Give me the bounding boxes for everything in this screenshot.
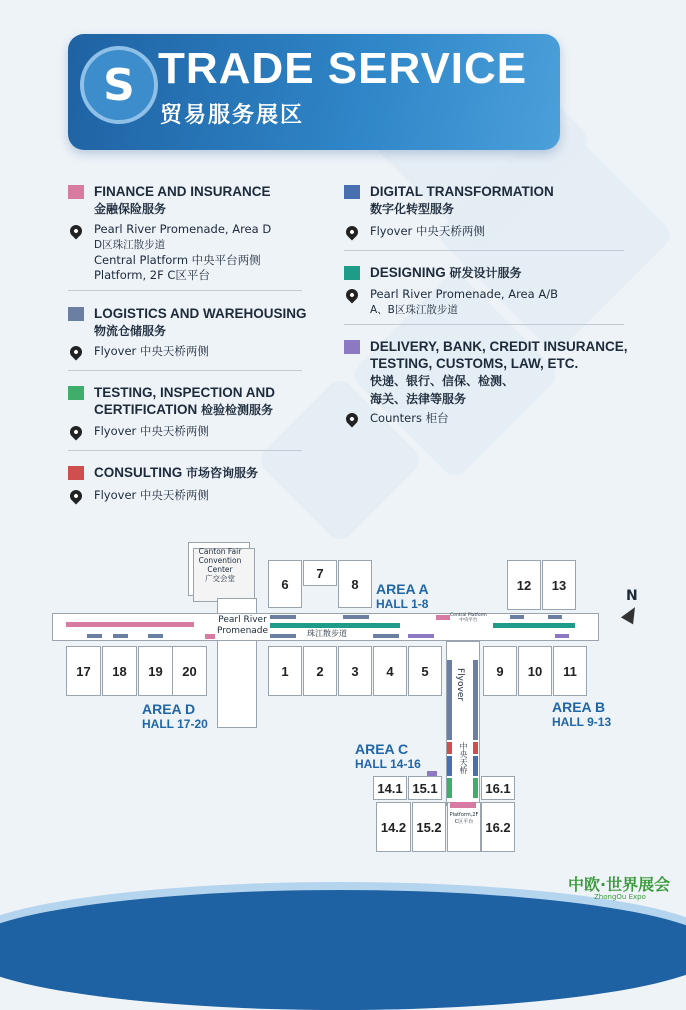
category-cn: 数字化转型服务 <box>370 202 455 216</box>
logistics-bar <box>548 615 562 619</box>
brand-logo-sub: ZhongOu Expo <box>594 893 646 901</box>
logistics-swatch <box>68 307 84 321</box>
logistics-bar-flyover <box>447 660 452 740</box>
area-c-label: AREA C HALL 14-16 <box>355 741 421 771</box>
consulting-bar-flyover <box>473 742 478 754</box>
hall-3[interactable]: 3 <box>338 646 372 696</box>
category-title: CONSULTING <box>94 465 183 480</box>
category-cn: 检验检测服务 <box>201 403 274 417</box>
north-arrow-icon <box>621 604 641 625</box>
flyover-label: Flyover <box>455 668 465 702</box>
delivery-bar <box>408 634 434 638</box>
location-text: Central Platform 中央平台两侧 <box>94 253 261 267</box>
area-d-label: AREA D HALL 17-20 <box>142 701 208 731</box>
hall-13[interactable]: 13 <box>542 560 576 610</box>
digital-swatch <box>344 185 360 199</box>
hall-5[interactable]: 5 <box>408 646 442 696</box>
testing-swatch <box>68 386 84 400</box>
logistics-bar-flyover <box>473 660 478 740</box>
finance-bar-platform <box>450 802 476 808</box>
platform-2f <box>447 802 481 852</box>
hall-12[interactable]: 12 <box>507 560 541 610</box>
logistics-bar <box>270 615 296 619</box>
hall-8[interactable]: 8 <box>338 560 372 608</box>
hall-16-2[interactable]: 16.2 <box>481 802 515 852</box>
logistics-bar <box>87 634 102 638</box>
category-cn-2: 海关、法律等服务 <box>370 392 467 406</box>
consulting-bar-flyover <box>447 742 452 754</box>
location-text: D区珠江散步道 <box>94 239 166 251</box>
convention-center-label: Canton Fair Convention Center 广交会堂 <box>198 547 242 583</box>
promenade-cn-label: 珠江散步道 <box>307 629 347 638</box>
category-cn: 金融保险服务 <box>94 202 167 216</box>
hall-14-1[interactable]: 14.1 <box>373 776 407 800</box>
hall-15-1[interactable]: 15.1 <box>408 776 442 800</box>
logistics-bar <box>343 615 369 619</box>
central-platform-label: Central Platform 中央平台 <box>450 613 487 623</box>
logistics-bar <box>510 615 524 619</box>
category-cn: 研发设计服务 <box>449 266 522 280</box>
logistics-bar <box>373 634 399 638</box>
digital-bar-flyover <box>447 756 452 776</box>
location-pin-icon <box>68 424 85 441</box>
delivery-bar-c <box>427 771 437 776</box>
location-text: Flyover 中央天桥两侧 <box>94 424 209 438</box>
designing-swatch <box>344 266 360 280</box>
category-cn: 快递、银行、信保、检测、 <box>370 374 515 388</box>
logistics-bar <box>113 634 128 638</box>
hall-17[interactable]: 17 <box>66 646 101 696</box>
flyover-cn-label: 中央天桥 <box>459 742 468 774</box>
logistics-bar <box>270 634 296 638</box>
delivery-swatch <box>344 340 360 354</box>
category-title: TESTING, INSPECTION AND <box>94 385 276 400</box>
divider <box>68 370 302 371</box>
page-title: TRADE SERVICE <box>158 44 528 93</box>
platform-2f-label: Platform,2F C区平台 <box>449 812 479 825</box>
location-text: Pearl River Promenade, Area D <box>94 222 272 236</box>
designing-bar-area-b <box>493 623 575 628</box>
hall-14-2[interactable]: 14.2 <box>376 802 411 852</box>
hall-16-1[interactable]: 16.1 <box>481 776 515 800</box>
location-pin-icon <box>68 344 85 361</box>
hall-6[interactable]: 6 <box>268 560 302 608</box>
north-label: N <box>626 588 638 604</box>
location-text: Counters 柜台 <box>370 411 449 425</box>
delivery-bar <box>555 634 569 638</box>
category-title: FINANCE AND INSURANCE <box>94 184 271 199</box>
divider <box>68 450 302 451</box>
hall-4[interactable]: 4 <box>373 646 407 696</box>
finance-bar-area-d <box>66 622 194 627</box>
category-title: DESIGNING <box>370 265 446 280</box>
location-text: Pearl River Promenade, Area A/B <box>370 287 558 301</box>
trade-service-logo-icon: S <box>80 46 158 124</box>
location-text: Platform, 2F C区平台 <box>94 268 210 282</box>
hall-10[interactable]: 10 <box>518 646 552 696</box>
finance-bar-central <box>436 615 450 620</box>
page-subtitle: 贸易服务展区 <box>160 103 305 128</box>
category-title-2: CERTIFICATION <box>94 402 198 417</box>
hall-9[interactable]: 9 <box>483 646 517 696</box>
title-banner <box>68 34 560 150</box>
location-pin-icon <box>344 287 361 304</box>
location-text: A、B区珠江散步道 <box>370 304 458 316</box>
finance-bar <box>205 634 215 639</box>
category-title: LOGISTICS AND WAREHOUSING <box>94 306 307 321</box>
location-pin-icon <box>344 224 361 241</box>
digital-bar-flyover <box>473 756 478 776</box>
hall-18[interactable]: 18 <box>102 646 137 696</box>
hall-11[interactable]: 11 <box>553 646 587 696</box>
location-text: Flyover 中央天桥两侧 <box>94 344 209 358</box>
finance-swatch <box>68 185 84 199</box>
category-cn: 市场咨询服务 <box>186 466 259 480</box>
divider <box>68 290 302 291</box>
hall-7[interactable]: 7 <box>303 560 337 586</box>
testing-bar-flyover <box>447 778 452 798</box>
logistics-bar <box>148 634 163 638</box>
location-pin-icon <box>68 488 85 505</box>
hall-15-2[interactable]: 15.2 <box>412 802 446 852</box>
brand-logo: 中欧·世界展会 <box>568 875 671 894</box>
location-text: Flyover 中央天桥两侧 <box>370 224 485 238</box>
divider <box>344 250 624 251</box>
promenade-label: Pearl River Promenade <box>217 615 269 636</box>
hall-19[interactable]: 19 <box>138 646 173 696</box>
hall-20[interactable]: 20 <box>172 646 207 696</box>
area-a-label: AREA A HALL 1-8 <box>376 581 429 611</box>
location-text: Flyover 中央天桥两侧 <box>94 488 209 502</box>
category-title-2: TESTING, CUSTOMS, LAW, ETC. <box>370 356 579 371</box>
hall-2[interactable]: 2 <box>303 646 337 696</box>
category-title: DELIVERY, BANK, CREDIT INSURANCE, <box>370 339 628 354</box>
designing-bar-area-a <box>270 623 400 628</box>
consulting-swatch <box>68 466 84 480</box>
area-b-label: AREA B HALL 9-13 <box>552 699 612 729</box>
location-pin-icon <box>68 223 85 240</box>
divider <box>344 324 624 325</box>
hall-1[interactable]: 1 <box>268 646 302 696</box>
testing-bar-flyover <box>473 778 478 798</box>
category-title: DIGITAL TRANSFORMATION <box>370 184 554 199</box>
footer-wave <box>0 890 686 1010</box>
category-cn: 物流仓储服务 <box>94 324 167 338</box>
